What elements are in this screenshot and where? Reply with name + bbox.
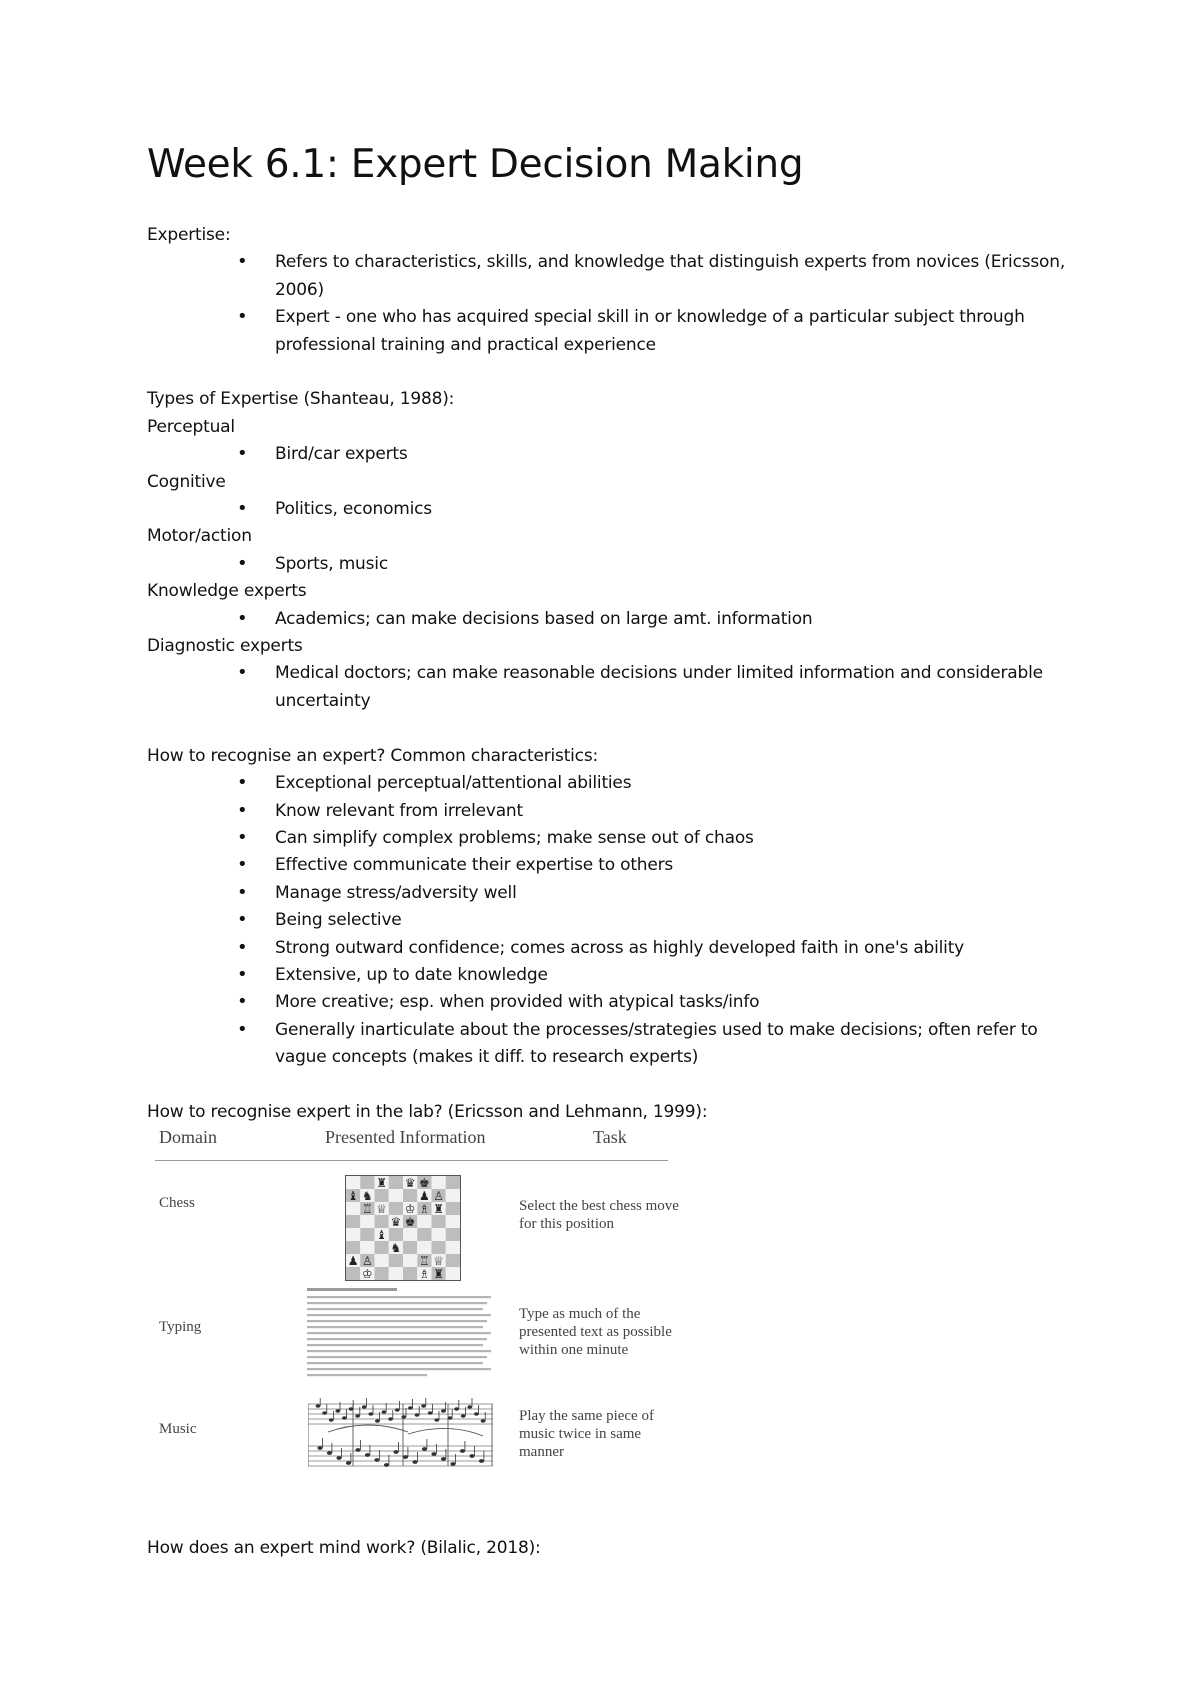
- type-list-diagnostic: [147, 660, 1067, 715]
- figure-row-music-domain: Music: [159, 1421, 197, 1437]
- note-head: [355, 1448, 360, 1452]
- type-list-knowledge: [147, 606, 1067, 633]
- typing-text-line: [307, 1368, 491, 1370]
- board-square: [432, 1215, 446, 1228]
- chess-piece: ♗: [418, 1267, 430, 1280]
- board-square: [346, 1267, 360, 1280]
- list-item: • Know relevant from irrelevant: [275, 798, 1067, 825]
- note-head: [346, 1461, 351, 1465]
- lab-heading: How to recognise expert in the lab? (Ericsson and Lehmann, 1999):: [147, 1101, 708, 1122]
- list-item: • Sports, music: [275, 551, 1067, 578]
- note-head: [395, 1408, 400, 1412]
- board-square: [417, 1228, 431, 1241]
- document-body: [147, 222, 1067, 1126]
- type-label-diagnostic: Diagnostic experts: [147, 636, 303, 657]
- note-head: [441, 1457, 446, 1461]
- note-head: [428, 1411, 433, 1415]
- chess-board-image: [345, 1175, 461, 1281]
- note-head: [421, 1404, 426, 1408]
- note-head: [460, 1449, 465, 1453]
- chess-piece: ♔: [404, 1202, 416, 1216]
- board-square: [375, 1267, 389, 1280]
- board-square: [403, 1241, 417, 1254]
- board-square: [446, 1267, 460, 1280]
- typing-text-image: [305, 1287, 493, 1382]
- board-square: [417, 1215, 431, 1228]
- type-list-motor: [147, 551, 1067, 578]
- board-square: [403, 1267, 417, 1280]
- note-head: [388, 1417, 393, 1421]
- note-head: [327, 1451, 332, 1455]
- figure-row-music-task: Play the same piece of music twice in same manner: [519, 1408, 654, 1460]
- note-head: [467, 1405, 472, 1409]
- board-square: [389, 1202, 403, 1215]
- type-label-cognitive: Cognitive: [147, 471, 226, 492]
- figure-header-info: Presented Information: [325, 1127, 486, 1147]
- board-square: [375, 1241, 389, 1254]
- chess-piece: ♞: [361, 1189, 373, 1203]
- type-list-perceptual: [147, 441, 1067, 468]
- note-head: [481, 1419, 486, 1423]
- chess-piece: ♟: [347, 1254, 359, 1268]
- typing-text-line: [307, 1314, 491, 1316]
- slur: [328, 1425, 408, 1432]
- typing-text-line: [307, 1374, 427, 1376]
- chess-piece: ♕: [376, 1202, 388, 1216]
- chess-piece: ♞: [390, 1241, 402, 1255]
- list-item: • Manage stress/adversity well: [275, 880, 1067, 907]
- board-square: [389, 1228, 403, 1241]
- board-square: [346, 1176, 360, 1189]
- music-score-graphic: [308, 1398, 493, 1478]
- board-square: [403, 1254, 417, 1267]
- type-list-cognitive: [147, 496, 1067, 523]
- list-item: • Politics, economics: [275, 496, 1067, 523]
- note-head: [317, 1446, 322, 1450]
- slur: [408, 1428, 483, 1436]
- board-square: [446, 1215, 460, 1228]
- board-square: [375, 1254, 389, 1267]
- chess-piece: ♟: [418, 1189, 430, 1203]
- note-head: [335, 1409, 340, 1413]
- typing-text-line: [307, 1338, 487, 1340]
- note-head: [434, 1418, 439, 1422]
- recognise-list: [147, 770, 1067, 1071]
- note-head: [322, 1411, 327, 1415]
- note-head: [431, 1452, 436, 1456]
- list-item: • Can simplify complex problems; make sense out of chaos: [275, 825, 1067, 852]
- type-label-motor: Motor/action: [147, 526, 252, 547]
- board-square: [360, 1241, 374, 1254]
- chess-piece: ♚: [404, 1215, 416, 1229]
- board-square: [346, 1241, 360, 1254]
- typing-text-line: [307, 1332, 491, 1334]
- chess-piece: ♝: [347, 1189, 359, 1203]
- board-square: [403, 1228, 417, 1241]
- note-head: [441, 1409, 446, 1413]
- note-head: [382, 1410, 387, 1414]
- board-square: [346, 1228, 360, 1241]
- board-square: [446, 1176, 460, 1189]
- board-square: [446, 1254, 460, 1267]
- chess-piece: ♗: [418, 1202, 430, 1216]
- typing-text-line: [307, 1362, 483, 1364]
- figure-row-typing-task: Type as much of the presented text as possible within one minute: [519, 1306, 672, 1358]
- board-square: [346, 1215, 360, 1228]
- note-head: [474, 1412, 479, 1416]
- lab-tasks-figure: [147, 1123, 687, 1478]
- note-head: [450, 1462, 455, 1466]
- list-item: • Being selective: [275, 907, 1067, 934]
- chess-piece: ♜: [376, 1176, 388, 1190]
- note-head: [403, 1455, 408, 1459]
- note-head: [365, 1453, 370, 1457]
- board-square: [375, 1215, 389, 1228]
- note-head: [408, 1406, 413, 1410]
- note-head: [448, 1416, 453, 1420]
- note-head: [384, 1463, 389, 1467]
- note-head: [374, 1458, 379, 1462]
- list-item: • Effective communicate their expertise to others: [275, 852, 1067, 879]
- expertise-heading: Expertise:: [147, 225, 231, 245]
- list-item: • Extensive, up to date knowledge: [275, 962, 1067, 989]
- list-item: • Strong outward confidence; comes across as highly developed faith in one's ability: [275, 935, 1067, 962]
- board-square: [389, 1189, 403, 1202]
- typing-text-line: [307, 1344, 483, 1346]
- list-item: • Exceptional perceptual/attentional abilities: [275, 770, 1067, 797]
- figure-header-task: Task: [593, 1127, 627, 1147]
- chess-piece: ♛: [390, 1215, 402, 1229]
- note-head: [316, 1404, 321, 1408]
- board-square: [446, 1241, 460, 1254]
- board-square: [417, 1241, 431, 1254]
- board-square: [446, 1189, 460, 1202]
- chess-piece: ♕: [433, 1254, 445, 1268]
- note-head: [415, 1413, 420, 1417]
- figure-row-chess-domain: Chess: [159, 1195, 195, 1211]
- figure-header-domain: Domain: [159, 1127, 217, 1147]
- figure-header-rule: [155, 1160, 668, 1161]
- music-score-image: [308, 1398, 493, 1478]
- typing-text-line: [307, 1356, 487, 1358]
- typing-title-line: [307, 1288, 397, 1291]
- note-head: [336, 1456, 341, 1460]
- typing-text-line: [307, 1320, 487, 1322]
- type-label-knowledge: Knowledge experts: [147, 581, 307, 602]
- typing-text-line: [307, 1308, 483, 1310]
- chess-piece: ♚: [418, 1176, 430, 1190]
- board-square: [375, 1189, 389, 1202]
- chess-board-graphic: [346, 1176, 460, 1280]
- note-head: [349, 1407, 354, 1411]
- note-head: [362, 1405, 367, 1409]
- recognise-heading: How to recognise an expert? Common characteristics:: [147, 745, 599, 766]
- list-item: • Expert - one who has acquired special skill in or knowledge of a particular subject through professional training and practical experience: [275, 304, 1067, 359]
- chess-piece: ♙: [433, 1189, 445, 1203]
- types-heading: Types of Expertise (Shanteau, 1988):: [147, 389, 455, 410]
- note-head: [412, 1460, 417, 1464]
- chess-piece: ♙: [361, 1254, 373, 1268]
- board-square: [360, 1228, 374, 1241]
- note-head: [401, 1415, 406, 1419]
- figure-row-typing-domain: Typing: [159, 1319, 202, 1335]
- board-square: [389, 1267, 403, 1280]
- list-item: • Bird/car experts: [275, 441, 1067, 468]
- note-head: [368, 1412, 373, 1416]
- note-head: [342, 1416, 347, 1420]
- board-square: [389, 1254, 403, 1267]
- note-head: [393, 1450, 398, 1454]
- chess-piece: ♖: [361, 1202, 373, 1216]
- chess-piece: ♖: [418, 1254, 430, 1268]
- note-head: [329, 1418, 334, 1422]
- note-head: [454, 1407, 459, 1411]
- board-square: [432, 1228, 446, 1241]
- note-head: [355, 1414, 360, 1418]
- note-head: [422, 1447, 427, 1451]
- board-square: [389, 1176, 403, 1189]
- board-square: [432, 1241, 446, 1254]
- typing-text-line: [307, 1296, 491, 1298]
- note-head: [479, 1459, 484, 1463]
- typing-text-line: [307, 1302, 487, 1304]
- list-item: • Medical doctors; can make reasonable decisions under limited information and considerable uncertainty: [275, 660, 1067, 715]
- figure-row-chess-task: Select the best chess move for this position: [519, 1198, 679, 1232]
- list-item: • Generally inarticulate about the processes/strategies used to make decisions; often refer to vague concepts (makes it diff. to research experts): [275, 1017, 1067, 1072]
- note-head: [469, 1454, 474, 1458]
- board-square: [432, 1176, 446, 1189]
- board-square: [446, 1202, 460, 1215]
- chess-piece: ♔: [361, 1267, 373, 1280]
- list-item: • Refers to characteristics, skills, and knowledge that distinguish experts from novices (Ericsson, 2006): [275, 249, 1067, 304]
- list-item: • Academics; can make decisions based on large amt. information: [275, 606, 1067, 633]
- mind-heading: How does an expert mind work? (Bilalic, 2018):: [147, 1538, 541, 1558]
- note-head: [375, 1419, 380, 1423]
- chess-piece: ♝: [376, 1228, 388, 1242]
- board-square: [360, 1215, 374, 1228]
- board-square: [403, 1189, 417, 1202]
- chess-piece: ♛: [404, 1176, 416, 1190]
- chess-piece: ♜: [433, 1267, 445, 1280]
- typing-text-graphic: [305, 1287, 493, 1382]
- note-head: [461, 1414, 466, 1418]
- board-square: [360, 1176, 374, 1189]
- typing-text-line: [307, 1326, 483, 1328]
- expertise-list: [147, 249, 1067, 359]
- board-square: [346, 1202, 360, 1215]
- board-square: [446, 1228, 460, 1241]
- list-item: • More creative; esp. when provided with atypical tasks/info: [275, 989, 1067, 1016]
- typing-text-line: [307, 1350, 491, 1352]
- page-title: Week 6.1: Expert Decision Making: [147, 142, 804, 187]
- chess-piece: ♜: [433, 1202, 445, 1216]
- type-label-perceptual: Perceptual: [147, 416, 235, 437]
